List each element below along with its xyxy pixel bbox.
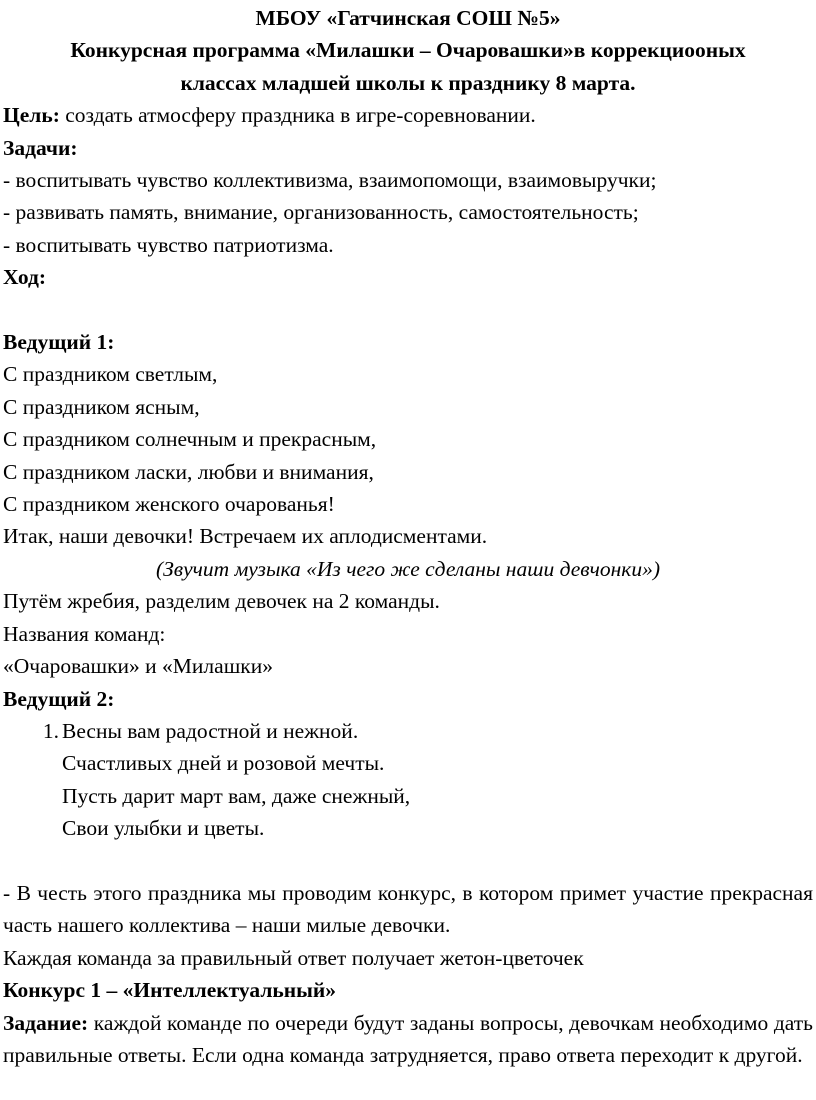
team-names-label: Названия команд: (3, 621, 166, 646)
poem-line: С праздником женского очарованья! (3, 492, 335, 517)
program-title-line-2: классах младшей школы к празднику 8 марта. (180, 70, 636, 95)
goal-label: Цель: (3, 103, 60, 128)
numbered-poem (3, 715, 813, 747)
task-item: - развивать память, внимание, организованность, самостоятельность; (3, 200, 639, 225)
host1-label: Ведущий 1: (3, 330, 115, 355)
list-number: 1. (42, 718, 59, 743)
host1-greeting: Итак, наши девочки! Встречаем их аплодисментами. (3, 524, 488, 549)
poem-line: С праздником светлым, (3, 362, 218, 387)
team-names: «Очаровашки» и «Милашки» (3, 654, 273, 679)
poem-line: Счастливых дней и розовой мечты. (62, 751, 385, 776)
course-label: Ход: (3, 265, 47, 290)
school-name: МБОУ «Гатчинская СОШ №5» (255, 6, 561, 30)
host2-label: Ведущий 2: (3, 686, 115, 711)
task-item: - воспитывать чувство коллективизма, взаимопомощи, взаимовыручки; (3, 168, 657, 193)
poem-line: Весны вам радостной и нежной. (62, 718, 359, 743)
program-title-line-1: Конкурсная программа «Милашки – Очаровашки»в коррекциооных (70, 38, 746, 63)
contest-intro-paragraph: - В честь этого праздника мы проводим конкурс, в котором примет участие прекрасная часть нашего коллектива – наши милые девочки. (3, 880, 813, 938)
poem-line: Пусть дарит март вам, даже снежный, (62, 783, 411, 808)
contest1-title: Конкурс 1 – «Интеллектуальный» (3, 978, 337, 1003)
music-note: (Звучит музыка «Из чего же сделаны наши девчонки») (155, 556, 660, 581)
poem-line: С праздником ласки, любви и внимания, (3, 459, 374, 484)
poem-line: С праздником солнечным и прекрасным, (3, 427, 377, 452)
blank-line (3, 845, 813, 877)
tasks-label: Задачи: (3, 135, 78, 160)
poem-line: Свои улыбки и цветы. (62, 816, 265, 841)
contest1-task-label: Задание: (3, 1010, 89, 1035)
contest1-task-text: каждой команде по очереди будут заданы вопросы, девочкам необходимо дать правильные ответы. Если одна команда затрудняется, право ответа переходит к другой. (3, 1010, 813, 1067)
blank-line (3, 294, 813, 326)
contest1-task-paragraph (3, 1007, 813, 1072)
task-item: - воспитывать чувство патриотизма. (3, 232, 334, 257)
team-split-text: Путём жребия, разделим девочек на 2 команды. (3, 589, 440, 614)
poem-line: С праздником ясным, (3, 394, 200, 419)
goal-text: создать атмосферу праздника в игре-соревновании. (59, 103, 536, 128)
reward-text: Каждая команда за правильный ответ получает жетон-цветочек (3, 945, 584, 970)
goal-line (3, 99, 813, 131)
